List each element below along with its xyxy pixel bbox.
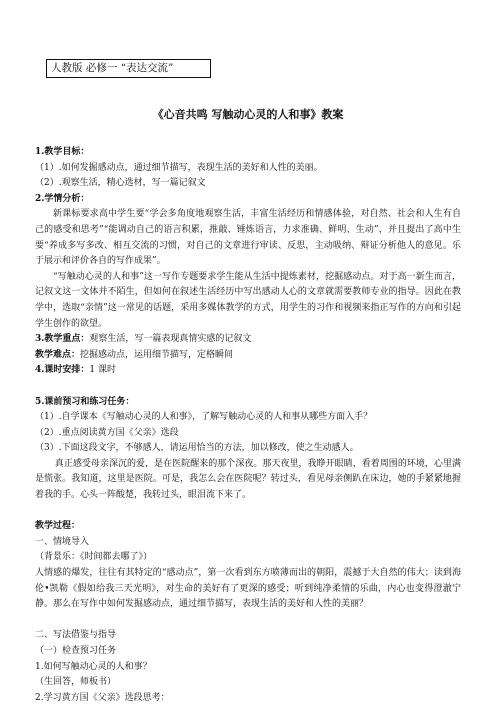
document-body (35, 145, 461, 706)
preview-heading: 5.课前预习和练习任务： (35, 396, 135, 407)
key-point-heading: 3.教学重点： (35, 334, 90, 345)
schedule-heading: 4.课时安排： (35, 365, 90, 376)
preview-item: （1）.自学课本《写触动心灵的人和事》，了解写触动心灵的人和事从哪些方面入手？ (35, 412, 373, 423)
difficulty-text: 挖掘感动点，运用细节描写，定格瞬间 (80, 349, 234, 360)
course-label-box: 人教版 必修一 “表达交流” (46, 59, 211, 78)
objective-item: （1）.如何发掘感动点，通过细节描写，表现生活的美好和人性的美丽。 (35, 162, 323, 173)
sample-paragraph: 真正感受母亲深沉的爱，是在医院醒来的那个深夜。那天夜里，我睁开眼睛，看着周围的环境，心里满是慌张。我知道，这里是医院。可是，我怎么会在医院呢？转过头，看见母亲侧趴在床边，她的手紧紧地握着我的手。心头一阵酸楚，我转过头，眼泪流下来了。 (35, 458, 461, 501)
analysis-paragraph: “写触动心灵的人和事”这一写作专题要求学生能从生活中提炼素材，挖掘感动点。对于高一新生而言，记叙文这一文体并不陌生，但如何在叙述生活经历中写出感动人心的文章就需要教师专业的指导。因此在教学中，选取“亲情”这一常见的话题，采用多媒体教学的方式，用学生的习作和视频来指正写作的方向和引起学生创作的欲望。 (35, 271, 461, 329)
schedule-line (35, 363, 461, 379)
subsection-heading: （一）检查预习任务 (35, 646, 117, 656)
question-note: （生回答，师板书） (35, 677, 117, 688)
objective-item: （2）.观察生活，精心选材，写一篇记叙文 (35, 178, 206, 189)
difficulty-heading: 教学难点： (35, 349, 81, 360)
analysis-paragraph: 新课标要求高中学生要“学会多角度地观察生活，丰富生活经历和情感体验，对自然、社会和人生有自己的感受和思考”“能调动自己的语言积累，推敲、锤炼语言，力求准确、鲜明、生动”，并且提出了高中生要“养成多写多改、相互交流的习惯，对自己的文章进行审读、反思，主动吸纳、辩证分析他人的意见。乐于展示和评价各自的写作成果”。 (35, 209, 461, 267)
question-item: 1.如何写触动心灵的人和事？ (35, 661, 152, 672)
key-point-line (35, 332, 461, 348)
section-heading: 一、情境导入 (35, 536, 90, 547)
difficulty-line (35, 348, 461, 364)
preview-item: （2）.重点阅读黄方国《父亲》选段 (35, 427, 179, 438)
section-heading: 二、写法借鉴与指导 (35, 630, 117, 641)
analysis-heading: 2.学情分析： (35, 193, 90, 204)
schedule-text: 1 课时 (89, 365, 116, 376)
process-heading: 教学过程： (35, 521, 81, 532)
background-music-note: （背景乐：《时间都去哪了》） (35, 552, 153, 563)
objectives-heading: 1.教学目标： (35, 147, 90, 157)
preview-item: （3）.下面这段文字，不够感人，请运用恰当的方法，加以修改，使之生动感人。 (35, 443, 359, 454)
key-point-text: 观察生活，写一篇表现真情实感的记叙文 (89, 334, 252, 345)
intro-paragraph: 人情感的爆发，往往有其特定的“感动点”，第一次看到东方喷薄而出的朝阳，震撼于大自然的伟大；读到海伦•凯勒《假如给我三天光明》，对生命的美好有了更深的感受；听到纯净柔情的乐曲，内心也变得澄澈宁静。那么在写作中如何发掘感动点，通过细节描写，表现生活的美好和人性的美丽？ (35, 568, 461, 610)
question-item: 2.学习黄方国《父亲》选段思考： (35, 692, 170, 703)
page-title: 《心音共鸣 写触动心灵的人和事》教案 (152, 108, 344, 121)
